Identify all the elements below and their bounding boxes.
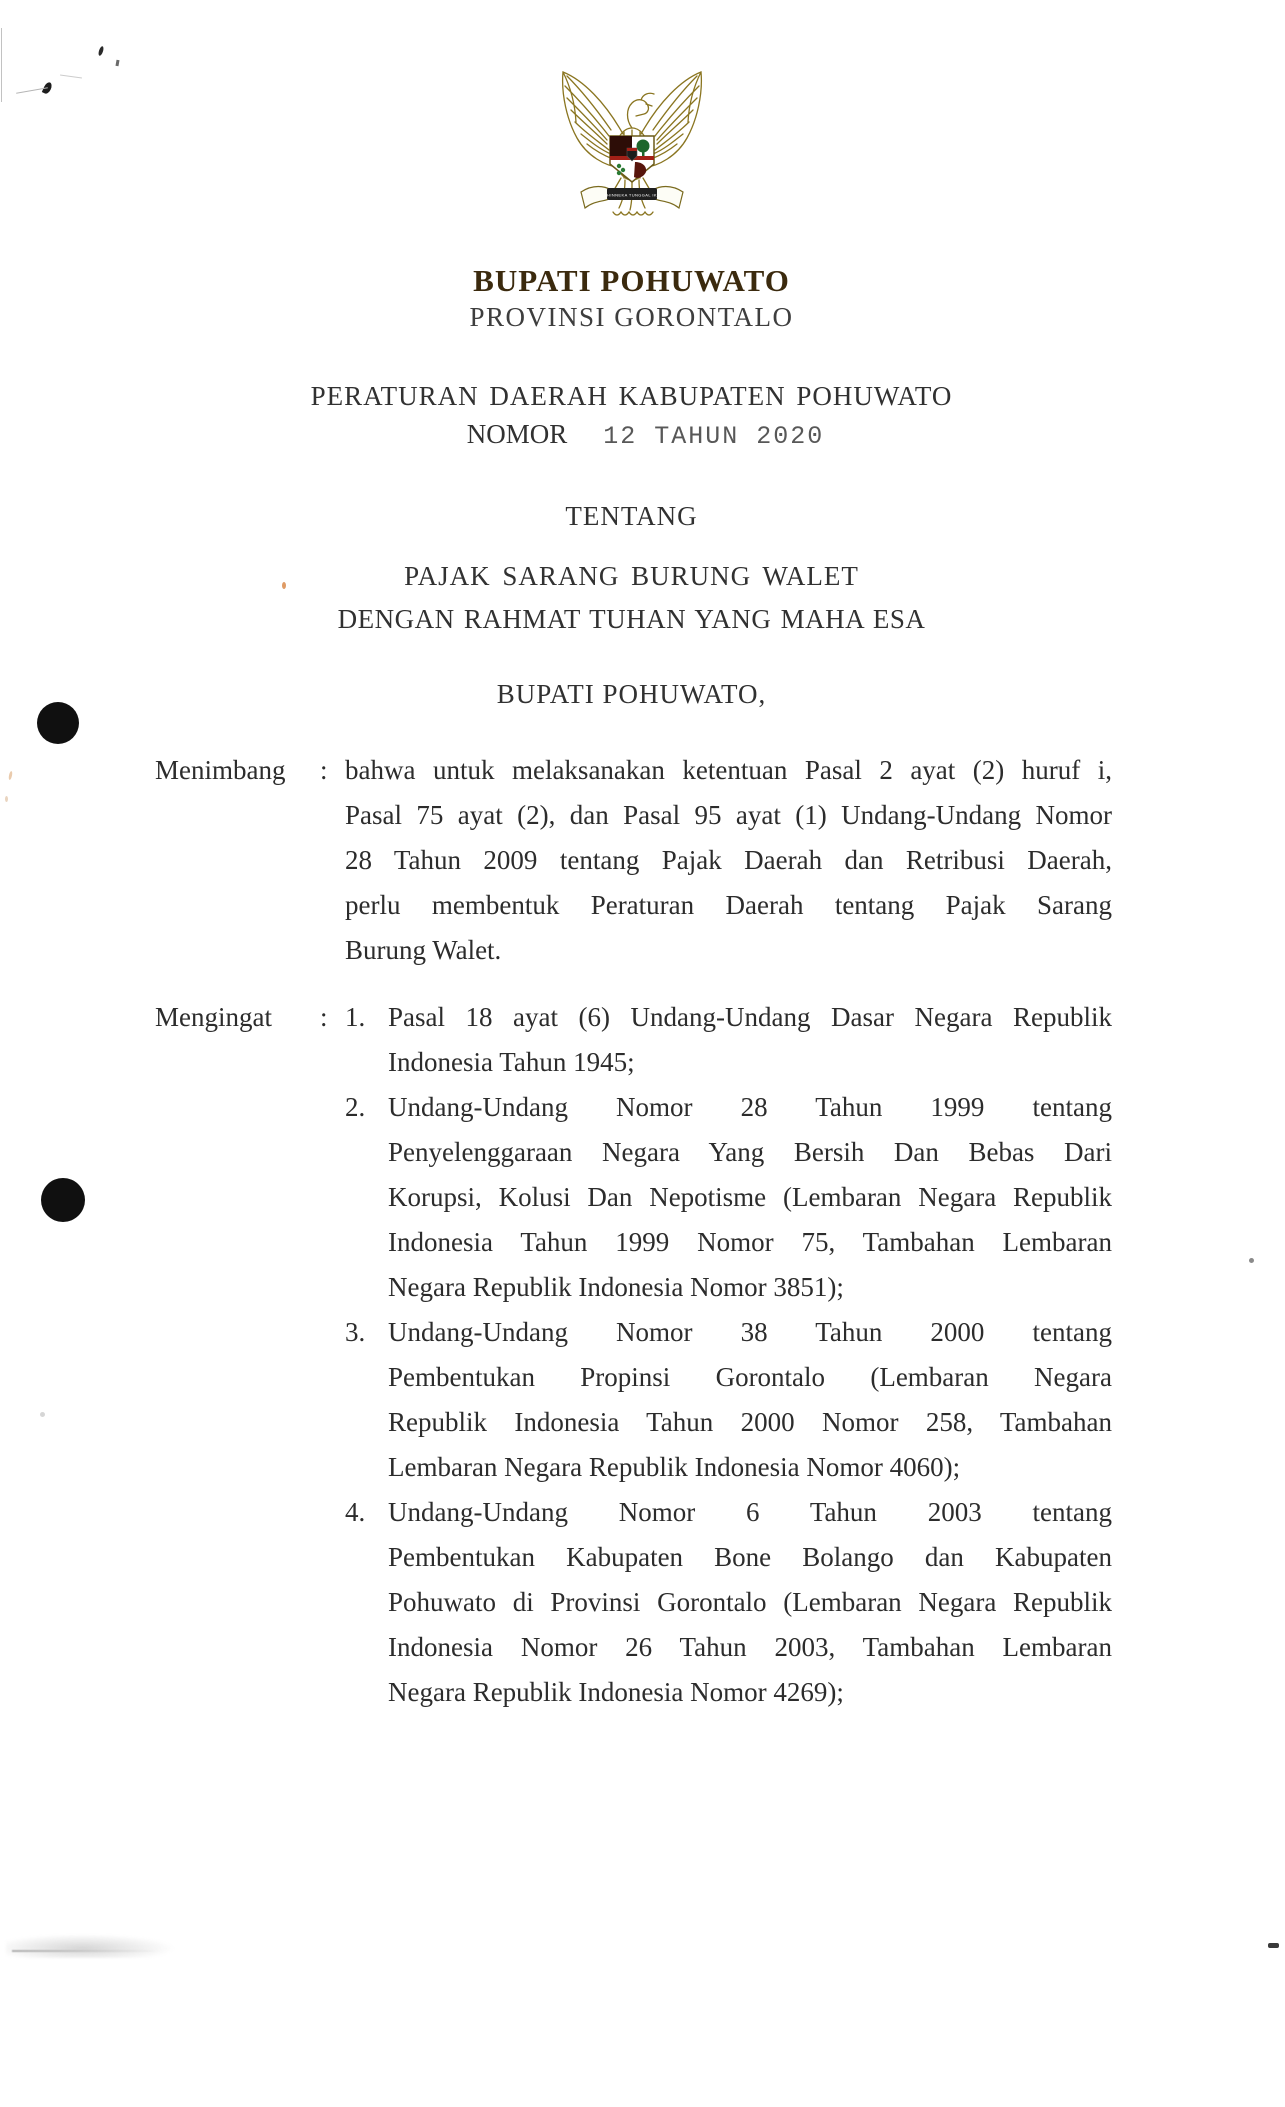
- scan-edge-line: [1, 28, 2, 102]
- hole-punch-mark: [41, 1178, 85, 1222]
- para-lines: [388, 1490, 1112, 1715]
- clause-paragraph: [345, 1085, 1112, 1310]
- text-line: Lembaran Negara Republik Indonesia Nomor 4060);: [388, 1452, 961, 1482]
- clause-menimbang: [155, 748, 1112, 973]
- paragraph-number: 3.: [345, 1317, 366, 1347]
- text-line: Pembentukan Propinsi Gorontalo (Lembaran Negara: [388, 1362, 1112, 1392]
- paragraph-number: 2.: [345, 1092, 366, 1122]
- invocation-line: DENGAN RAHMAT TUHAN YANG MAHA ESA: [337, 604, 926, 634]
- text-line: Negara Republik Indonesia Nomor 4269);: [388, 1677, 844, 1707]
- text-line: Burung Walet.: [345, 935, 502, 965]
- clause-label: Mengingat: [155, 1002, 272, 1032]
- province-subtitle: PROVINSI GORONTALO: [469, 302, 794, 332]
- motto-banner: [581, 187, 683, 209]
- scan-smudge: [12, 1950, 162, 1952]
- text-line: Undang-Undang Nomor 38 Tahun 2000 tentang: [388, 1317, 1112, 1347]
- text-line: Pembentukan Kabupaten Bone Bolango dan Kabupaten: [388, 1542, 1112, 1572]
- text-line: Indonesia Tahun 1999 Nomor 75, Tambahan Lembaran: [388, 1227, 1112, 1257]
- clause-label: Menimbang: [155, 755, 286, 785]
- regulation-title: PERATURAN DAERAH KABUPATEN POHUWATO: [310, 381, 953, 411]
- clause-paragraph: [345, 748, 1112, 973]
- hole-punch-mark: [37, 702, 79, 744]
- text-line: Pasal 75 ayat (2), dan Pasal 95 ayat (1) Undang-Undang Nomor: [345, 800, 1112, 830]
- motto-text: BHINNEKA TUNGGAL IKA: [603, 192, 661, 198]
- text-line: perlu membentuk Peraturan Daerah tentang Pajak Sarang: [345, 890, 1112, 920]
- paragraph-number: 1.: [345, 1002, 366, 1032]
- clause-paragraph: [345, 1490, 1112, 1715]
- scan-scratch: [60, 74, 82, 78]
- ink-speck: [1249, 1258, 1254, 1263]
- clause-body: [345, 748, 1112, 973]
- ink-speck: [1268, 1943, 1279, 1948]
- subject-title: PAJAK SARANG BURUNG WALET: [404, 561, 859, 591]
- clause-colon: :: [320, 1002, 328, 1032]
- clause-mengingat: [155, 995, 1112, 1715]
- text-line: Penyelenggaraan Negara Yang Bersih Dan Bebas Dari: [388, 1137, 1112, 1167]
- scan-smudge: [6, 1934, 176, 1958]
- text-line: bahwa untuk melaksanakan ketentuan Pasal 2 ayat (2) huruf i,: [345, 755, 1112, 785]
- clause-colon: :: [320, 755, 328, 785]
- text-line: Undang-Undang Nomor 6 Tahun 2003 tentang: [388, 1497, 1112, 1527]
- nomor-label: NOMOR: [466, 419, 568, 449]
- ink-speck: [282, 582, 286, 589]
- ink-speck: [8, 771, 13, 780]
- garuda-icon: [553, 42, 711, 227]
- clause-paragraph: [345, 995, 1112, 1085]
- ink-speck: [5, 796, 8, 802]
- paragraph-number: 4.: [345, 1497, 366, 1527]
- ink-speck: [116, 60, 120, 66]
- para-lines: [388, 995, 1112, 1085]
- para-lines: [345, 748, 1112, 973]
- ink-speck: [98, 46, 105, 57]
- pancasila-shield-icon: [610, 136, 654, 182]
- nomor-typed-value: 12 TAHUN 2020: [603, 422, 825, 451]
- text-line: Korupsi, Kolusi Dan Nepotisme (Lembaran Negara Republik: [388, 1182, 1112, 1212]
- authority-title: BUPATI POHUWATO: [473, 263, 790, 298]
- text-line: 28 Tahun 2009 tentang Pajak Daerah dan Retribusi Daerah,: [345, 845, 1112, 875]
- text-line: Undang-Undang Nomor 28 Tahun 1999 tentang: [388, 1092, 1112, 1122]
- text-line: Pohuwato di Provinsi Gorontalo (Lembaran Negara Republik: [388, 1587, 1112, 1617]
- text-line: Indonesia Tahun 1945;: [388, 1047, 635, 1077]
- tentang-heading: TENTANG: [565, 501, 698, 531]
- ink-speck: [40, 1412, 45, 1417]
- text-line: Republik Indonesia Tahun 2000 Nomor 258, Tambahan: [388, 1407, 1112, 1437]
- issuer-line: BUPATI POHUWATO,: [496, 679, 767, 709]
- garuda-pancasila-emblem: [553, 42, 711, 227]
- text-line: Indonesia Nomor 26 Tahun 2003, Tambahan Lembaran: [388, 1632, 1112, 1662]
- clauses: [155, 748, 1112, 1715]
- para-lines: [388, 1310, 1112, 1490]
- clause-paragraph: [345, 1310, 1112, 1490]
- clause-body: [345, 995, 1112, 1715]
- text-line: Pasal 18 ayat (6) Undang-Undang Dasar Negara Republik: [388, 1002, 1112, 1032]
- nomor-line: [3, 419, 1285, 451]
- text-line: Negara Republik Indonesia Nomor 3851);: [388, 1272, 844, 1302]
- para-lines: [388, 1085, 1112, 1310]
